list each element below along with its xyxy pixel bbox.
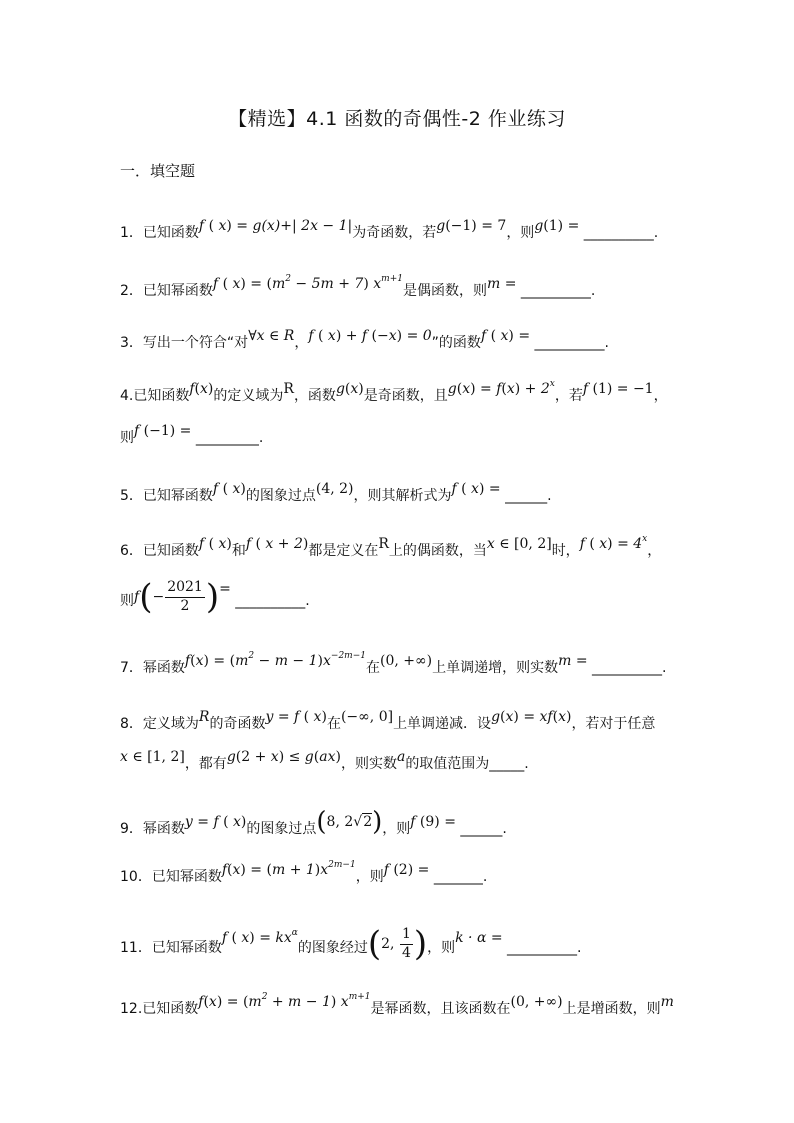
formula: R (378, 536, 389, 552)
formula: f ( x) = g(x)+| 2x − 1| (198, 218, 353, 234)
formula: R (283, 381, 294, 397)
formula: y = f ( x) (265, 709, 327, 725)
formula: x ∈ [0, 2] (486, 536, 552, 552)
formula: f ( x) (212, 481, 246, 497)
question-7: 7．幂函数$f(x) = (m^2 - m - 1)x^{-2m-1}$在(0, +∞)上单调递增，则实数m = __________. (120, 651, 667, 676)
formula: f ( $x) = (m^2 - 5m + 7)$ $x^{m+1}$ (212, 274, 403, 292)
formula: g(x) = xf(x) (491, 709, 572, 725)
formula: m (660, 994, 674, 1010)
formula: (0, +∞) (379, 653, 433, 669)
formula: ∀x ∈ R (248, 328, 295, 344)
formula: g(2 + x) ≤ g(ax) (226, 749, 341, 765)
question-1: 1．已知函数f ( x) = g(x)+| 2x − 1|为奇函数，若g(−1) = 7，则g(1) = __________. (120, 218, 659, 241)
formula: m = (486, 276, 517, 292)
formula: (8, 2√2) (316, 807, 383, 837)
section-heading: 一．填空题 (120, 162, 196, 180)
question-3: 3．写出一个符合“对∀x ∈ R，f ( x) + f (−x) = 0”的函数f ( x) = __________. (120, 328, 609, 351)
question-9: 9．幂函数y = f ( x)的图象过点(8, 2√2)，则f (9) = ______. (120, 807, 507, 837)
formula: f (2) = (383, 862, 430, 878)
formula: $g(x) = f(x) + 2^x$ (447, 379, 555, 397)
question-4-cont: 则f (−1) = _________. (120, 423, 264, 446)
formula: f ( x) = (451, 481, 501, 497)
formula: a (396, 749, 406, 765)
formula: f ( x) (198, 536, 232, 552)
formula: f(x) (189, 381, 214, 397)
question-5: 5．已知幂函数f ( x)的图象过点(4, 2)，则其解析式为f ( x) = ______. (120, 481, 552, 504)
question-11: 11．已知幂函数f ( $x) = kx^\alpha$的图象经过(2, $\frac{1}{4}$ )，则k · α = __________. (120, 924, 582, 964)
formula: R (198, 709, 210, 725)
formula: m = (558, 653, 588, 669)
question-12: 12.已知函数$f(x) = (m^2 + m - 1)$ $x^{m+1}$是幂函数，且该函数在(0, +∞)上是增函数，则m (120, 992, 674, 1017)
formula: f(− $\frac{2021}{2}$ )= (134, 577, 231, 617)
formula: f (9) = (410, 814, 456, 830)
formula: g(x) (335, 381, 364, 397)
question-8: 8．定义域为R的奇函数y = f ( x)在(−∞, 0]上单调递减．设g(x) = xf(x)，若对于任意 (120, 709, 656, 732)
question-6: 6．已知函数f ( x)和f ( x + 2)都是定义在R上的偶函数，当x ∈ [0, 2]时，f ( $x) = 4^x$， (120, 534, 662, 559)
formula: x ∈ [1, 2] (120, 749, 185, 765)
formula: k · α = (455, 930, 503, 946)
formula: (4, 2) (315, 481, 354, 497)
formula: (0, +∞) (510, 994, 563, 1010)
question-8-cont: x ∈ [1, 2]，都有g(2 + x) ≤ g(ax)，则实数a的取值范围为_____. (120, 749, 529, 772)
formula: $f(x) = (m^2 - m - 1)x^{-2m-1}$ (184, 651, 366, 669)
page-title: 【精选】4.1 函数的奇偶性-2 作业练习 (228, 108, 566, 130)
question-6-cont: 则f(− $\frac{2021}{2}$ )= __________. (120, 577, 310, 617)
formula: (−∞, 0] (340, 709, 394, 725)
formula: g(−1) = 7 (436, 218, 507, 234)
formula: f ( $x) = kx^\alpha$ (221, 928, 298, 946)
formula: f (−1) = (134, 423, 192, 439)
formula: f ( $x) = 4^x$ (579, 534, 648, 552)
formula: (2, $\frac{1}{4}$ ) (367, 924, 428, 964)
formula: f (1) = −1 (582, 381, 654, 397)
formula: f ( x) + f (−x) = 0 (308, 328, 432, 344)
question-4: 4.已知函数f(x)的定义域为R，函数g(x)是奇函数，且$g(x) = f(x) + 2^x$，若f (1) = −1， (120, 379, 668, 404)
formula: f ( x + 2) (245, 536, 309, 552)
question-10: 10．已知幂函数$f(x) = (m + 1)x^{2m-1}$，则f (2) = _______. (120, 860, 488, 885)
formula: g(1) = (534, 218, 580, 234)
question-2: 2．已知幂函数f ( $x) = (m^2 - 5m + 7)$ $x^{m+1}$是偶函数，则m = __________. (120, 274, 596, 299)
formula: f ( x) = (480, 328, 531, 344)
formula: $f(x) = (m + 1)x^{2m-1}$ (221, 860, 356, 878)
formula: y = f ( x) (184, 814, 247, 830)
formula: $f(x) = (m^2 + m - 1)$ $x^{m+1}$ (198, 992, 371, 1010)
